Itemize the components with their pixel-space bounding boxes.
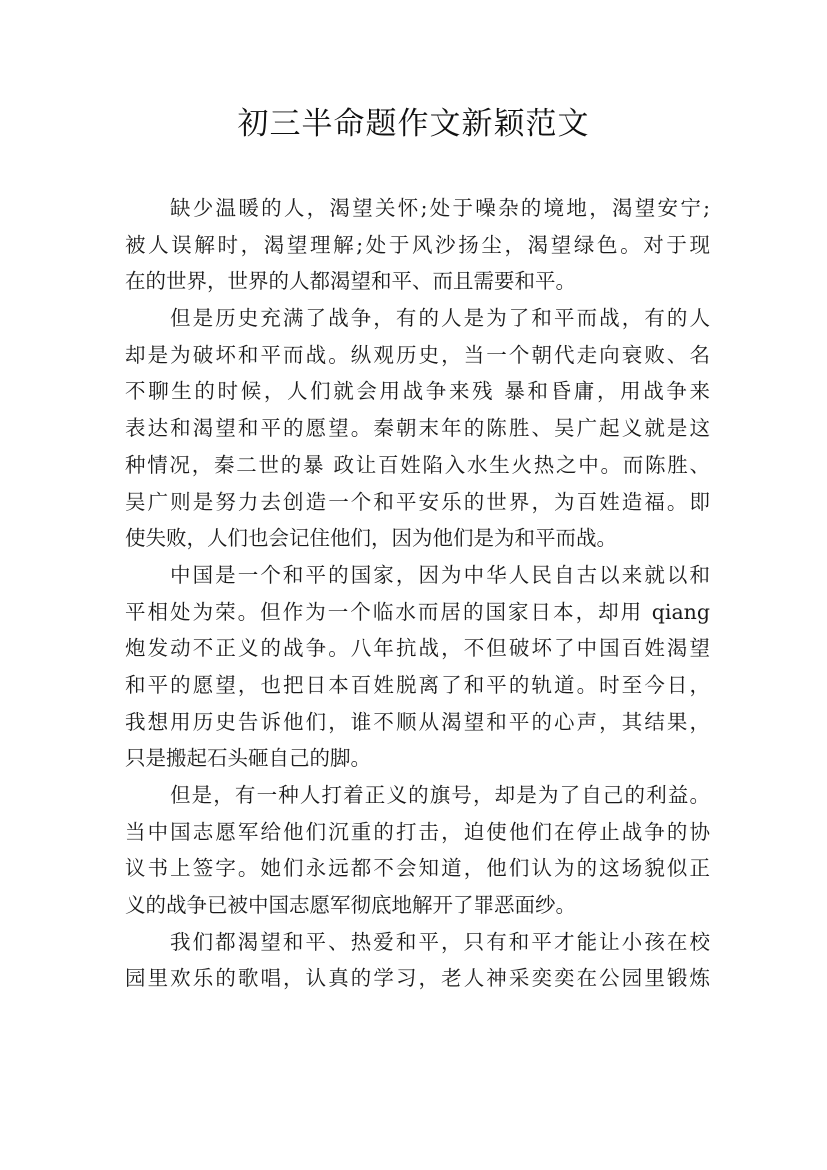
paragraph-2-line-2: 却是为破坏和平而战。纵观历史，当一个朝代走向衰败、名 [125, 342, 710, 367]
paragraph-2-line-4: 表达和渴望和平的愿望。秦朝末年的陈胜、吴广起义就是这 [125, 416, 710, 441]
paragraph-2-line-7: 使失败，人们也会记住他们，因为他们是为和平而战。 [125, 526, 617, 551]
document-title: 初三半命题作文新颖范文 [237, 106, 590, 142]
paragraph-4-line-2: 当中国志愿军给他们沉重的打击，迫使他们在停止战争的协 [125, 819, 710, 844]
paragraph-1-line-2: 被人误解时，渴望理解;处于风沙扬尘，渴望绿色。对于现 [125, 232, 710, 257]
paragraph-3-line-6: 只是搬起石头砸自己的脚。 [125, 746, 371, 771]
paragraph-4-line-4: 义的战争已被中国志愿军彻底地解开了罪恶面纱。 [125, 893, 576, 918]
paragraph-3-line-2: 平相处为荣。但作为一个临水而居的国家日本，却用 qiang [125, 599, 710, 624]
paragraph-2-line-1: 但是历史充满了战争，有的人是为了和平而战，有的人 [170, 306, 710, 331]
paragraph-3-line-4: 和平的愿望，也把日本百姓脱离了和平的轨道。时至今日， [125, 672, 710, 697]
paragraph-3-line-3: 炮发动不正义的战争。八年抗战，不但破坏了中国百姓渴望 [125, 636, 710, 661]
paragraph-4-line-3: 议书上签字。她们永远都不会知道，他们认为的这场貌似正 [125, 856, 710, 881]
paragraph-3-line-5: 我想用历史告诉他们，谁不顺从渴望和平的心声，其结果， [125, 709, 710, 734]
paragraph-2-line-6: 吴广则是努力去创造一个和平安乐的世界，为百姓造福。即 [125, 489, 710, 514]
paragraph-1-line-1: 缺少温暖的人，渴望关怀;处于噪杂的境地，渴望安宁; [170, 196, 710, 220]
document-body [125, 190, 710, 997]
paragraph-2-line-3: 不聊生的时候，人们就会用战争来残 暴和昏庸，用战争来 [125, 379, 710, 404]
paragraph-5-line-1: 我们都渴望和平、热爱和平，只有和平才能让小孩在校 [170, 929, 710, 954]
paragraph-5-line-2: 园里欢乐的歌唱，认真的学习，老人神采奕奕在公园里锻炼 [125, 966, 710, 991]
paragraph-1-line-3: 在的世界，世界的人都渴望和平、而且需要和平。 [125, 269, 576, 294]
paragraph-2-line-5: 种情况，秦二世的暴 政让百姓陷入水生火热之中。而陈胜、 [125, 452, 710, 477]
paragraph-4-line-1: 但是，有一种人打着正义的旗号，却是为了自己的利益。 [170, 783, 710, 807]
paragraph-3-line-1: 中国是一个和平的国家，因为中华人民自古以来就以和 [170, 562, 710, 587]
